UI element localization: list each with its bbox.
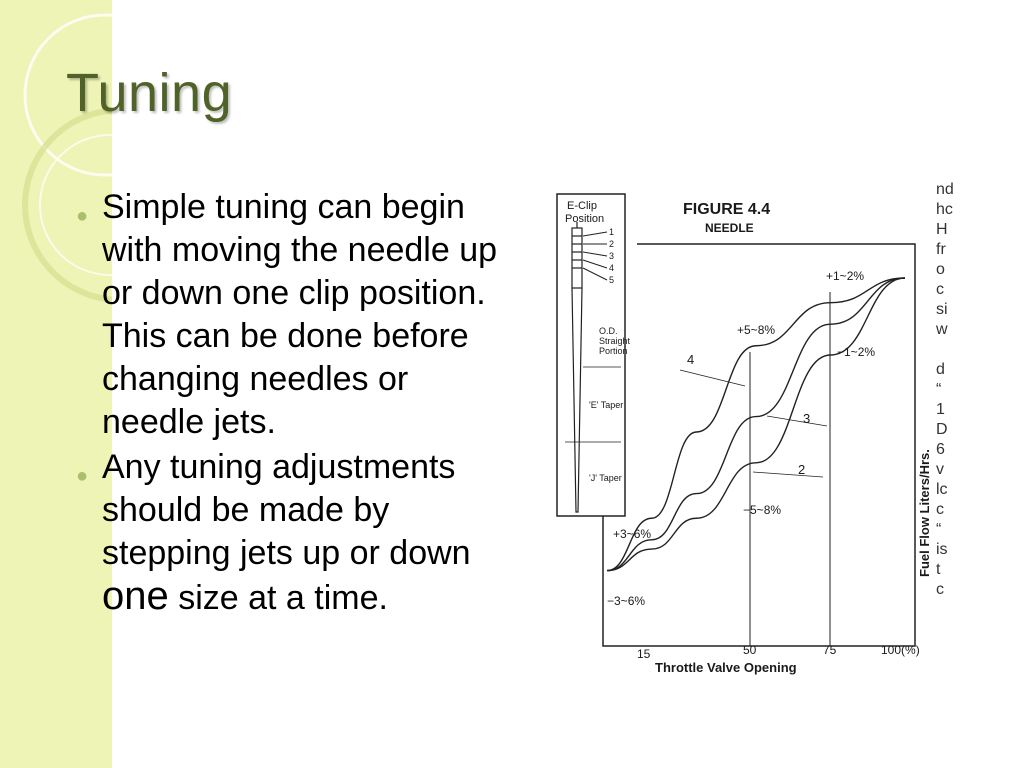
- bullet-item: [74, 446, 504, 620]
- chart-series-layer: [607, 278, 905, 571]
- slide-title: Tuning: [66, 63, 233, 123]
- annotation: +5~8%: [737, 323, 776, 337]
- cropped-text-fragment: [936, 340, 966, 360]
- cropped-text-fragment: w: [936, 321, 948, 338]
- od-label: O.D.: [599, 326, 618, 336]
- y-axis-label: Fuel Flow Liters/Hrs.: [917, 449, 932, 577]
- clip-number: 5: [609, 275, 615, 285]
- bullet-text: Simple tuning can begin with moving the needle up or down one clip position. This can be done before changing needles or needle jets.: [102, 188, 498, 441]
- e-taper-label: 'E' Taper: [589, 400, 624, 410]
- series-line-3: [607, 278, 905, 571]
- series-label-4: 4: [687, 352, 695, 367]
- bullet-icon: ●: [76, 205, 89, 227]
- cropped-text-fragment: d: [936, 361, 945, 378]
- annotation: +3~6%: [613, 527, 652, 541]
- annotation: −5~8%: [743, 503, 782, 517]
- cropped-text-fragment: H: [936, 221, 948, 238]
- cropped-text-fragment: D: [936, 421, 948, 438]
- cropped-text-fragment: fr: [936, 241, 946, 258]
- bullet-list: [74, 186, 504, 622]
- eclip-label-2: Position: [565, 213, 605, 225]
- bullet-text-after: size at a time.: [168, 579, 388, 617]
- clip-number: 3: [609, 251, 615, 261]
- bullet-text-emphasis: one: [102, 574, 169, 618]
- cropped-text-fragment: t: [936, 561, 941, 578]
- bullet-item: [74, 186, 504, 444]
- needle-figure: [545, 172, 965, 690]
- cropped-text-fragment: si: [936, 301, 948, 318]
- x-tick-label: 15: [637, 647, 651, 661]
- j-taper-label: 'J' Taper: [589, 473, 622, 483]
- annotation: −3~6%: [607, 594, 646, 608]
- cropped-text-fragment: c: [936, 581, 944, 598]
- cropped-text-fragment: c: [936, 501, 944, 518]
- cropped-text-fragment: 1: [936, 401, 945, 418]
- od-label: Straight: [599, 336, 631, 346]
- x-axis-label: Throttle Valve Opening: [655, 660, 797, 675]
- cropped-text-fragment: c: [936, 281, 944, 298]
- cropped-text-fragment: is: [936, 541, 948, 558]
- bullet-icon: ●: [76, 465, 89, 487]
- series-line-4: [607, 278, 905, 571]
- cropped-text-fragment: o: [936, 261, 945, 278]
- clip-number: 4: [609, 263, 615, 273]
- cropped-text-fragment: “: [936, 521, 942, 538]
- cropped-text-fragment: 6: [936, 441, 945, 458]
- figure-title: FIGURE 4.4: [683, 201, 771, 218]
- series-label-3: 3: [803, 411, 811, 426]
- cropped-text-strip: [936, 180, 966, 700]
- cropped-text-fragment: nd: [936, 181, 954, 198]
- series-line-2: [607, 278, 905, 571]
- series-label-2: 2: [798, 462, 806, 477]
- od-label: Portion: [599, 346, 628, 356]
- clip-number: 2: [609, 239, 615, 249]
- x-tick-label: 75: [823, 643, 837, 657]
- x-tick-label: 100(%): [881, 643, 920, 657]
- figure-subtitle: NEEDLE: [705, 221, 754, 235]
- bullet-text-before: Any tuning adjustments should be made by stepping jets up or down: [102, 448, 471, 572]
- chart-frame: [603, 244, 915, 646]
- eclip-label-1: E-Clip: [567, 200, 597, 212]
- needle-figure-svg: [545, 172, 965, 690]
- cropped-text-fragment: hc: [936, 201, 953, 218]
- cropped-text-fragment: v: [936, 461, 944, 478]
- x-tick-label: 50: [743, 643, 757, 657]
- cropped-text-fragment: “: [936, 381, 942, 398]
- annotation: −1~2%: [837, 345, 876, 359]
- annotation: +1~2%: [826, 269, 865, 283]
- clip-number: 1: [609, 227, 615, 237]
- cropped-text-fragment: lc: [936, 481, 948, 498]
